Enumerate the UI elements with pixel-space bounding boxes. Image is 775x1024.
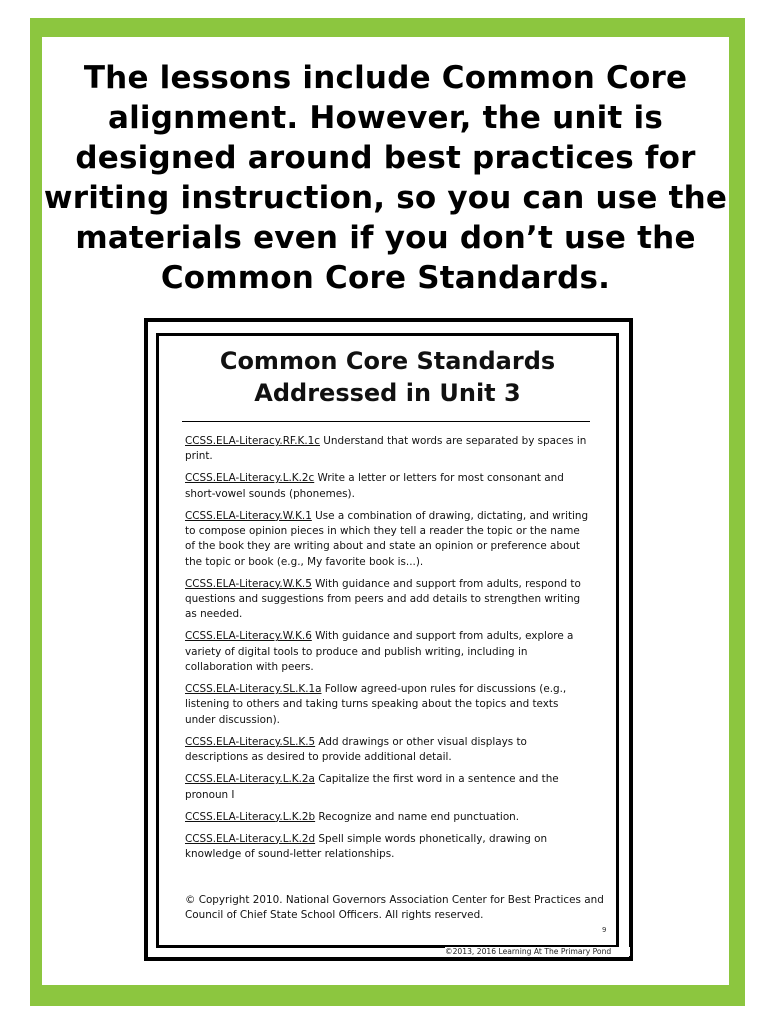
standard-description: Follow agreed-upon rules for discussions (e.g., listening to others and taking turns speaking about the topics and texts under discussion). (185, 683, 567, 726)
footer-credit: ©2013, 2016 Learning At The Primary Pond (445, 947, 630, 956)
document-title (156, 345, 619, 409)
standard-code-link[interactable]: CCSS.ELA-Literacy.L.K.2b (185, 810, 316, 823)
standard-description: Capitalize the first word in a sentence and the pronoun I (185, 773, 559, 801)
copyright-notice: © Copyright 2010. National Governors Association Center for Best Practices and Council of Chief State School Officers. All rights reserved. (185, 894, 604, 922)
standard-code-link[interactable]: CCSS.ELA-Literacy.SL.K.1a (185, 683, 322, 696)
standard-item (185, 810, 590, 825)
standard-item (185, 832, 590, 863)
standard-item (185, 772, 590, 803)
document-title-line-2: Addressed in Unit 3 (254, 379, 521, 407)
headline-text: The lessons include Common Core alignment. However, the unit is designed around best practices for writing instruction, so you can use the materials even if you don’t use the Common Core Standards. (43, 60, 728, 296)
standard-code-link[interactable]: CCSS.ELA-Literacy.L.K.2d (185, 832, 316, 845)
standard-code-link[interactable]: CCSS.ELA-Literacy.W.K.5 (185, 577, 312, 590)
title-divider (182, 421, 590, 422)
standard-code-link[interactable]: CCSS.ELA-Literacy.L.K.2c (185, 472, 315, 485)
standard-description: Use a combination of drawing, dictating, and writing to compose opinion pieces in which they tell a reader the topic or the name of the book they are writing about and state an opinion or preference about the topic or book (e.g., My favorite book is...). (185, 509, 589, 568)
standard-item (185, 577, 590, 623)
standard-description: Recognize and name end punctuation. (318, 810, 520, 823)
standard-code-link[interactable]: CCSS.ELA-Literacy.RF.K.1c (185, 435, 320, 447)
standard-code-link[interactable]: CCSS.ELA-Literacy.SL.K.5 (185, 735, 316, 748)
standard-item (185, 682, 590, 728)
document-title-line-1: Common Core Standards (219, 347, 556, 375)
standard-code-link[interactable]: CCSS.ELA-Literacy.W.K.6 (185, 630, 312, 643)
standard-code-link[interactable]: CCSS.ELA-Literacy.W.K.1 (185, 509, 312, 522)
standard-description: Add drawings or other visual displays to descriptions as desired to provide additional detail. (185, 735, 527, 764)
standard-description: With guidance and support from adults, explore a variety of digital tools to produce and publish writing, including in collaboration with peers. (185, 630, 574, 674)
standards-list (185, 434, 590, 869)
standard-description: Understand that words are separated by spaces in print. (185, 435, 587, 463)
page-number: 9 (602, 926, 607, 934)
standard-description: With guidance and support from adults, respond to questions and suggestions from peers and add details to strengthen writing as needed. (185, 577, 581, 621)
standard-item (185, 735, 590, 766)
standard-description: Spell simple words phonetically, drawing on knowledge of sound-letter relationships. (185, 832, 548, 860)
standard-item (185, 471, 590, 502)
standard-item (185, 434, 590, 465)
standard-item (185, 509, 590, 570)
standard-item (185, 629, 590, 675)
standard-description: Write a letter or letters for most consonant and short-vowel sounds (phonemes). (185, 472, 564, 500)
standard-code-link[interactable]: CCSS.ELA-Literacy.L.K.2a (185, 773, 315, 786)
